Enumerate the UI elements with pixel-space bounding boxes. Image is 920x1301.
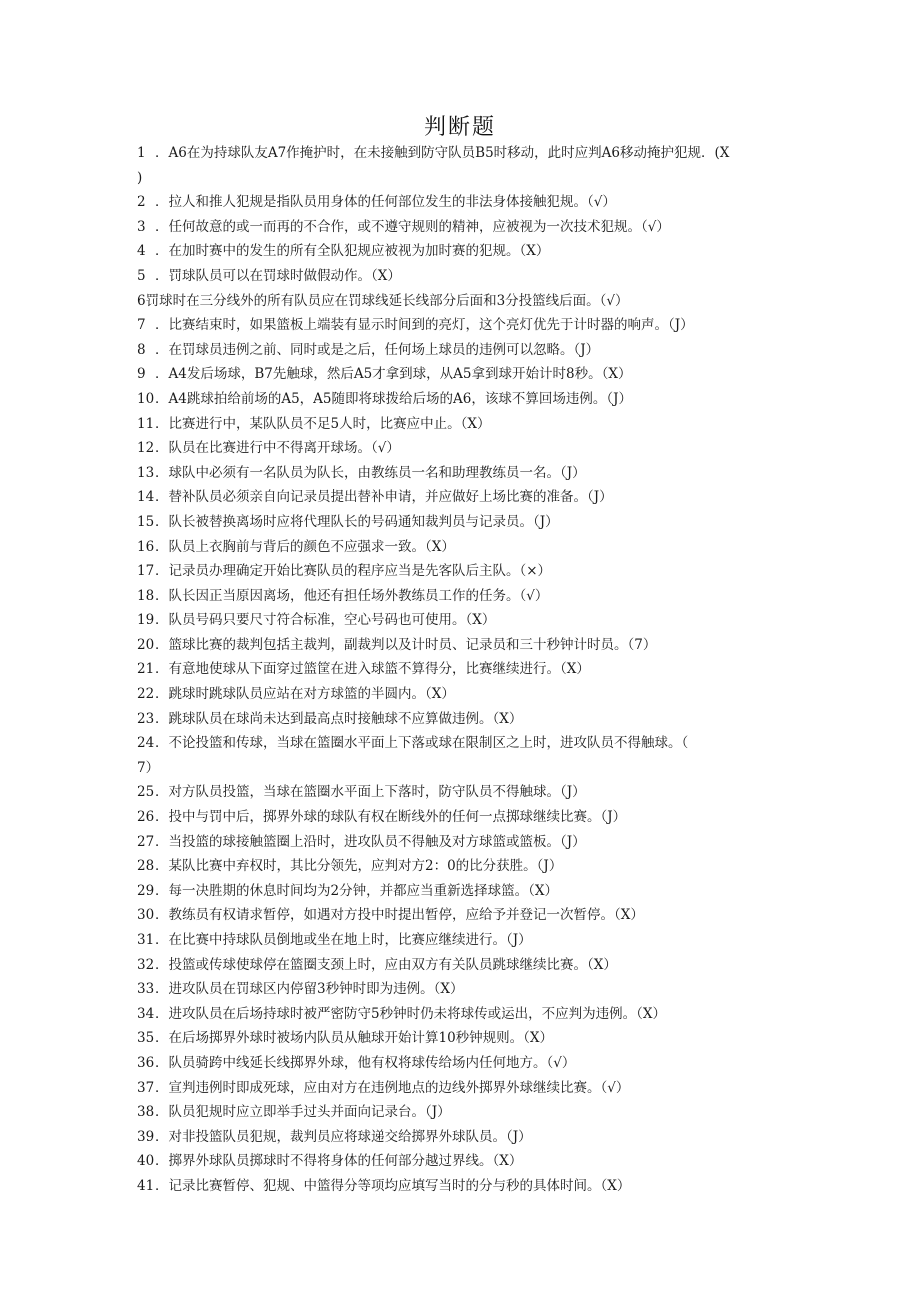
- question-list: [137, 141, 797, 1199]
- question-text: ．不论投篮和传球，当球在篮圈水平面上下落或球在限制区之上时，进攻队员不得触球。（: [155, 735, 689, 752]
- question-number: 32: [137, 956, 155, 973]
- question-number: 15: [137, 513, 155, 530]
- question-text: ．拉人和推人犯规是指队员用身体的任何部位发生的非法身体接触犯规。（√）: [155, 194, 616, 211]
- question-item: [137, 1051, 797, 1076]
- question-number: 17: [137, 563, 155, 580]
- question-text: ．篮球比赛的裁判包括主裁判，副裁判以及计时员、记录员和三十秒钟计时员。（7）: [155, 636, 657, 653]
- question-item: [137, 239, 797, 264]
- question-number: 12: [137, 440, 155, 457]
- question-text: ．任何故意的或一而再的不合作，或不遵守规则的精神，应被视为一次技术犯规。（√）: [155, 218, 670, 235]
- question-item: [137, 510, 797, 535]
- question-text: ．球队中必须有一名队员为队长，由教练员一名和助理教练员一名。（J）: [155, 464, 586, 481]
- question-text: ．A4发后场球，B7先触球，然后A5才拿到球，从A5拿到球开始计时8秒。（X）: [155, 366, 632, 383]
- question-text: ．队员号码只要尺寸符合标准，空心号码也可使用。（X）: [155, 612, 496, 629]
- question-number: 37: [137, 1079, 155, 1096]
- question-text: ．宣判违例时即成死球，应由对方在违例地点的边线外掷界外球继续比赛。（√）: [155, 1079, 630, 1096]
- question-number: 34: [137, 1005, 155, 1022]
- question-item: [137, 461, 797, 486]
- question-number: 13: [137, 464, 155, 481]
- question-number: 35: [137, 1030, 155, 1047]
- question-text: ．队员犯规时应立即举手过头并面向记录台。（J）: [155, 1104, 451, 1121]
- question-item: [137, 362, 797, 387]
- question-number: 14: [137, 489, 155, 506]
- question-item: [137, 805, 797, 830]
- question-text: ．在后场掷界外球时被场内队员从触球开始计算10秒钟规则。（X）: [155, 1030, 554, 1047]
- question-text: ．记录员办理确定开始比赛队员的程序应当是先客队后主队。（×）: [155, 563, 552, 580]
- question-item: [137, 313, 797, 338]
- question-text: ．队长因正当原因离场，他还有担任场外教练员工作的任务。（√）: [155, 587, 549, 604]
- question-item: [137, 338, 797, 363]
- question-number: 10: [137, 390, 155, 407]
- question-number: 28: [137, 858, 155, 875]
- question-text: ．有意地使球从下面穿过篮筐在进入球篮不算得分，比赛继续进行。（X）: [155, 661, 590, 678]
- question-number: 1: [137, 145, 146, 161]
- question-item: [137, 682, 797, 707]
- question-item: [137, 633, 797, 658]
- question-item: [137, 731, 797, 756]
- question-text: ．跳球时跳球队员应站在对方球篮的半圆内。（X）: [155, 686, 455, 703]
- question-text: ．进攻队员在后场持球时被严密防守5秒钟时仍未将球传或运出，不应判为违例。（X）: [155, 1005, 666, 1022]
- question-number: 18: [137, 587, 155, 604]
- question-item: [137, 412, 797, 437]
- question-item: [137, 830, 797, 855]
- question-number: 41: [137, 1177, 155, 1194]
- question-text: ．替补队员必须亲自向记录员提出替补申请，并应做好上场比赛的准备。（J）: [155, 489, 613, 506]
- question-number: 9: [137, 366, 146, 383]
- question-item: [137, 1100, 797, 1125]
- question-text: ．进攻队员在罚球区内停留3秒钟时即为违例。（X）: [155, 981, 464, 998]
- question-number: 22: [137, 686, 155, 703]
- question-item: [137, 535, 797, 560]
- question-text: ．罚球队员可以在罚球时做假动作。（X）: [155, 267, 401, 284]
- question-number: 27: [137, 833, 155, 850]
- question-number: 36: [137, 1054, 155, 1071]
- question-text: ．当投篮的球接触篮圈上沿时，进攻队员不得触及对方球篮或篮板。（J）: [155, 833, 586, 850]
- question-item: [137, 436, 797, 461]
- question-text: ．对非投篮队员犯规，裁判员应将球递交给掷界外球队员。（J）: [155, 1128, 532, 1145]
- question-number: 29: [137, 882, 155, 899]
- question-continuation: ): [137, 169, 143, 186]
- question-text: ．A6在为持球队友A7作掩护时，在未接触到防守队员B5时移动，此时应判A6移动掩护犯规．(X: [155, 145, 730, 161]
- question-item: [137, 387, 797, 412]
- question-number: 19: [137, 612, 155, 629]
- question-text: ．在比赛中持球队员倒地或坐在地上时，比赛应继续进行。（J）: [155, 932, 532, 948]
- question-item: [137, 1174, 797, 1199]
- question-item: [137, 1026, 797, 1051]
- question-item: [137, 559, 797, 584]
- question-item: [137, 657, 797, 682]
- question-item: [137, 584, 797, 609]
- question-item: [137, 1125, 797, 1150]
- question-item: [137, 264, 797, 289]
- question-text: ．对方队员投篮，当球在篮圈水平面上下落时，防守队员不得触球。（J）: [155, 784, 586, 801]
- question-item: [137, 707, 797, 732]
- question-item: [137, 854, 797, 879]
- question-text: ．队长被替换离场时应将代理队长的号码通知裁判员与记录员。（J）: [155, 513, 559, 530]
- question-number: 25: [137, 784, 155, 801]
- question-number: 24: [137, 735, 155, 752]
- question-number: 8: [137, 341, 146, 358]
- question-number: 5: [137, 267, 146, 284]
- question-number: 16: [137, 538, 155, 555]
- question-item: [137, 1076, 797, 1101]
- question-text: ．比赛结束时，如果篮板上端装有显示时间到的亮灯，这个亮灯优先于计时器的响声。（J）: [155, 317, 694, 334]
- question-text: ．某队比赛中弃权时，其比分领先，应判对方2：0的比分获胜。（J）: [155, 858, 563, 875]
- question-number: 4: [137, 243, 146, 260]
- question-item: [137, 903, 797, 928]
- question-item: [137, 485, 797, 510]
- question-item: [137, 780, 797, 805]
- question-number: 38: [137, 1104, 155, 1121]
- question-item: [137, 608, 797, 633]
- question-number: 7: [137, 317, 146, 334]
- question-item: [137, 928, 797, 953]
- question-text: ．投篮或传球使球停在篮圈支颈上时，应由双方有关队员跳球继续比赛。（X）: [155, 956, 617, 973]
- question-text: ．教练员有权请求暂停，如遇对方投中时提出暂停，应给予并登记一次暂停。（X）: [155, 907, 644, 924]
- question-number: 23: [137, 710, 155, 727]
- page-title: 判断题: [423, 115, 496, 140]
- question-number: 30: [137, 907, 155, 924]
- question-text: ．掷界外球队员掷球时不得将身体的任何部分越过界线。（X）: [155, 1153, 523, 1170]
- question-number: 20: [137, 636, 155, 653]
- question-number: 31: [137, 932, 155, 948]
- question-item: [137, 190, 797, 215]
- question-number: 21: [137, 661, 155, 678]
- question-number: 39: [137, 1128, 155, 1145]
- question-number: 3: [137, 218, 146, 235]
- question-text: ．队员在比赛进行中不得离开球场。（√）: [155, 440, 400, 457]
- question-continuation: 7）: [137, 759, 160, 776]
- question-item: [137, 1149, 797, 1174]
- question-item: [137, 953, 797, 978]
- question-number: 26: [137, 809, 155, 826]
- question-number: 11: [137, 415, 155, 432]
- question-text: ．队员骑跨中线延长线掷界外球，他有权将球传给场内任何地方。（√）: [155, 1054, 576, 1071]
- question-text: ．队员上衣胸前与背后的颜色不应强求一致。（X）: [155, 538, 455, 555]
- question-number: 33: [137, 981, 155, 998]
- question-text: ．比赛进行中，某队队员不足5人时，比赛应中止。（X）: [155, 415, 491, 432]
- question-number: 2: [137, 194, 146, 211]
- question-item: [137, 879, 797, 904]
- question-item: [137, 289, 797, 314]
- question-text: 6罚球时在三分线外的所有队员应在罚球线延长线部分后面和3分投篮线后面。（√）: [137, 292, 629, 309]
- question-text: ．投中与罚中后，掷界外球的球队有权在断线外的任何一点掷球继续比赛。（J）: [155, 809, 627, 826]
- question-item: [137, 977, 797, 1002]
- question-text: ．记录比赛暂停、犯规、中篮得分等项均应填写当时的分与秒的具体时间。（X）: [155, 1177, 631, 1194]
- question-text: ．每一决胜期的休息时间均为2分钟，并都应当重新选择球篮。（X）: [155, 882, 558, 899]
- question-text: ．A4跳球拍给前场的A5，A5随即将球拨给后场的A6，该球不算回场违例。（J）: [155, 390, 633, 407]
- question-item: [137, 1002, 797, 1027]
- question-item: [137, 141, 797, 166]
- question-number: 40: [137, 1153, 155, 1170]
- question-text: ．在加时赛中的发生的所有全队犯规应被视为加时赛的犯规。（X）: [155, 243, 550, 260]
- question-item: [137, 215, 797, 240]
- question-text: ．跳球队员在球尚未达到最高点时接触球不应算做违例。（X）: [155, 710, 523, 727]
- question-text: ．在罚球员违例之前、同时或是之后，任何场上球员的违例可以忽略。（J）: [155, 341, 600, 358]
